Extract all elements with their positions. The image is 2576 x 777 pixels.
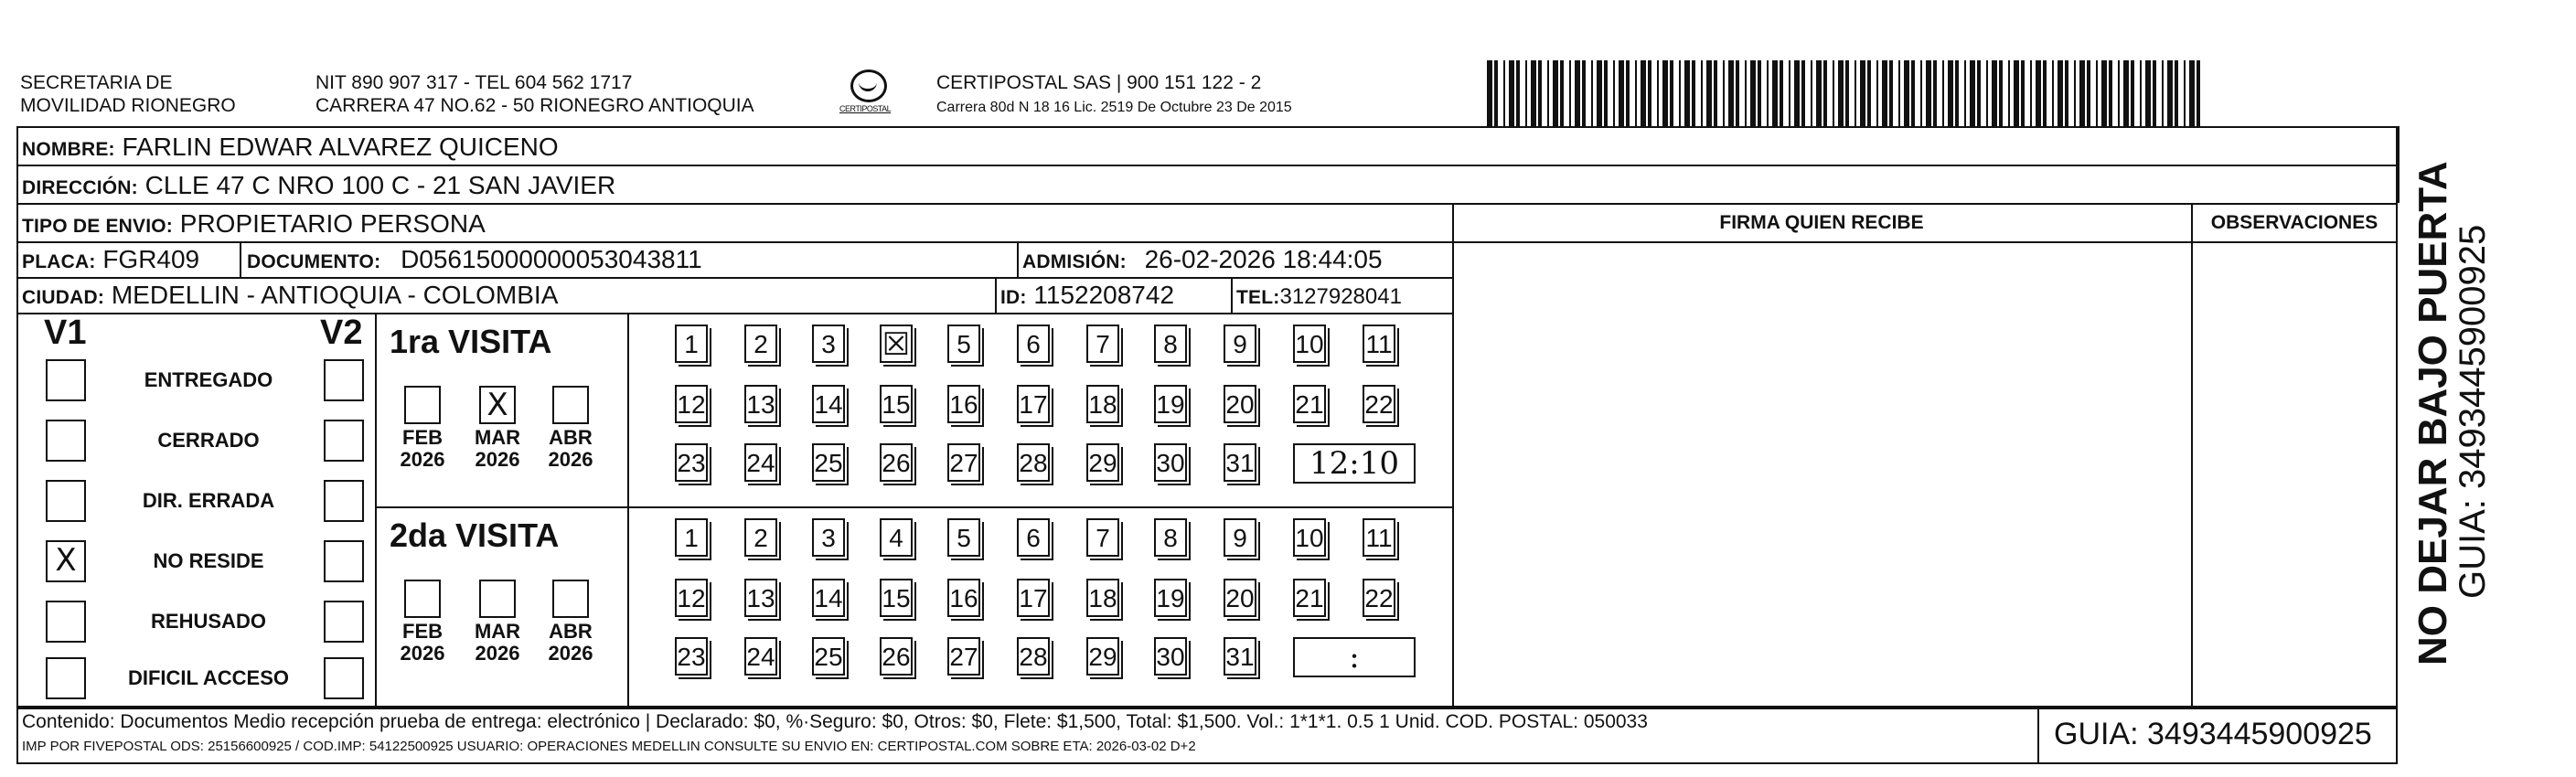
day-box[interactable]: 19: [1154, 385, 1187, 423]
address-line: CARRERA 47 NO.62 - 50 RIONEGRO ANTIOQUIA: [315, 95, 754, 116]
barcode-bar: [1758, 60, 1761, 126]
day-box[interactable]: 15: [880, 385, 913, 423]
day-box[interactable]: 30: [1154, 637, 1187, 676]
barcode-bar: [1970, 60, 1975, 126]
day-box[interactable]: 24: [744, 637, 777, 676]
barcode-bar: [2123, 60, 2129, 126]
barcode-bar: [1728, 60, 1734, 126]
day-box[interactable]: 25: [812, 443, 845, 482]
admission-value: 26-02-2026 18:44:05: [1144, 245, 1383, 273]
barcode-bar: [1780, 60, 1783, 126]
document-value: D05615000000053043811: [401, 245, 702, 273]
visit-title: 2da VISITA: [390, 516, 560, 554]
month-name: FEB: [402, 620, 443, 643]
barcode-bar: [1538, 60, 1542, 126]
barcode-bar: [1516, 60, 1520, 126]
status-v1-checkbox[interactable]: [46, 480, 86, 522]
day-box[interactable]: 11: [1363, 518, 1395, 557]
day-box[interactable]: 28: [1017, 443, 1050, 482]
barcode-bar: [1889, 60, 1893, 126]
barcode-bar: [1684, 60, 1690, 126]
id-label: ID:: [1000, 287, 1027, 308]
name-value: FARLIN EDWAR ALVAREZ QUICENO: [122, 133, 559, 161]
barcode-bar: [1641, 60, 1646, 126]
status-v1-checkbox[interactable]: [46, 601, 86, 643]
plate-label: PLACA:: [22, 251, 96, 272]
v2-header: V2: [320, 314, 363, 352]
visit-time-box[interactable]: :: [1293, 637, 1416, 677]
barcode-bar: [1838, 60, 1844, 126]
plate-value: FGR409: [102, 245, 200, 273]
month-year: 2026: [475, 642, 520, 665]
day-box[interactable]: 13: [744, 385, 777, 423]
day-box[interactable]: 12: [675, 385, 708, 423]
barcode-bar: [1823, 60, 1827, 126]
barcode-bar: [1882, 60, 1887, 126]
shipment-type-value: PROPIETARIO PERSONA: [179, 209, 486, 238]
barcode-bar: [1597, 60, 1602, 126]
barcode-bar: [2162, 60, 2164, 126]
shipment-type-label: TIPO DE ENVIO:: [22, 216, 173, 237]
status-label: REHUSADO: [151, 610, 266, 633]
month-year: 2026: [548, 448, 593, 471]
barcode-bar: [1898, 60, 1900, 126]
day-box[interactable]: 31: [1224, 637, 1256, 676]
day-box[interactable]: 7: [1086, 518, 1119, 557]
day-box[interactable]: 21: [1293, 385, 1326, 423]
day-box[interactable]: 24: [744, 443, 777, 482]
document: [247, 245, 702, 277]
day-box[interactable]: 5: [947, 325, 980, 363]
day-box[interactable]: 8: [1154, 325, 1187, 363]
month-name: MAR: [474, 426, 521, 449]
recipient-name: [22, 133, 559, 165]
status-label: CERRADO: [157, 429, 260, 452]
barcode-bar: [1575, 60, 1580, 126]
issuer-line-1: SECRETARIA DE: [20, 72, 173, 93]
day-box[interactable]: 23: [675, 637, 708, 676]
month-name: MAR: [474, 620, 521, 643]
day-box[interactable]: 28: [1017, 637, 1050, 676]
seal-icon: [850, 69, 887, 102]
barcode-bar: [1569, 60, 1571, 126]
day-box[interactable]: 26: [880, 443, 913, 482]
nit-line: NIT 890 907 317 - TEL 604 562 1717: [315, 72, 633, 93]
issuer-line-2: MOVILIDAD RIONEGRO: [20, 95, 236, 116]
barcode-bar: [2197, 60, 2200, 126]
barcode-bar: [2074, 60, 2076, 126]
barcode-bar: [1816, 60, 1822, 126]
barcode-bar: [2153, 60, 2156, 126]
barcode-bar: [1867, 60, 1871, 126]
barcode-bar: [1772, 60, 1778, 126]
barcode-bar: [1706, 60, 1712, 126]
day-box[interactable]: 19: [1154, 579, 1187, 617]
day-box[interactable]: 17: [1017, 385, 1050, 423]
recipient-tel: [1236, 282, 1402, 313]
barcode-bar: [2043, 60, 2047, 126]
barcode-bar: [2065, 60, 2068, 126]
month-name: ABR: [549, 620, 593, 643]
day-box[interactable]: 31: [1224, 443, 1256, 482]
barcode-bar: [1811, 60, 1812, 126]
name-label: NOMBRE:: [22, 139, 115, 160]
barcode-bar: [2021, 60, 2025, 126]
status-label: DIR. ERRADA: [142, 489, 275, 512]
barcode-bar: [1911, 60, 1915, 126]
shipment-type: [22, 209, 486, 241]
day-box[interactable]: 14: [812, 579, 845, 617]
month-name: ABR: [549, 426, 593, 449]
day-box[interactable]: 9: [1224, 518, 1256, 557]
day-box[interactable]: 6: [1017, 518, 1050, 557]
day-box[interactable]: 3: [812, 325, 845, 363]
barcode-bar: [1692, 60, 1695, 126]
day-box[interactable]: 4: [880, 518, 913, 557]
barcode-bar: [1736, 60, 1739, 126]
city-label: CIUDAD:: [22, 287, 105, 308]
barcode-bar: [2145, 60, 2151, 126]
courier-line-2: Carrera 80d N 18 16 Lic. 2519 De Octubre 23 De 2015: [936, 100, 1292, 115]
day-box[interactable]: 23: [675, 443, 708, 482]
status-v1-checkbox[interactable]: X: [46, 540, 86, 582]
day-box[interactable]: 29: [1086, 637, 1119, 676]
barcode-bar: [1635, 60, 1637, 126]
day-box[interactable]: 27: [947, 637, 980, 676]
month-checkbox[interactable]: X: [479, 386, 516, 424]
day-box[interactable]: 14: [812, 385, 845, 423]
day-box[interactable]: 6: [1017, 325, 1050, 363]
barcode-bar: [1531, 60, 1536, 126]
day-box[interactable]: 26: [880, 637, 913, 676]
barcode-bar: [1509, 60, 1514, 126]
barcode-bar: [2087, 60, 2090, 126]
barcode-bar: [2101, 60, 2107, 126]
barcode-bar: [2058, 60, 2063, 126]
barcode-bar: [1920, 60, 1922, 126]
barcode-bar: [1767, 60, 1769, 126]
status-v2-checkbox[interactable]: [324, 657, 364, 699]
barcode-bar: [1964, 60, 1966, 126]
day-box[interactable]: 30: [1154, 443, 1187, 482]
day-box[interactable]: 10: [1293, 325, 1326, 363]
day-box[interactable]: 22: [1363, 385, 1395, 423]
day-box[interactable]: 18: [1086, 385, 1119, 423]
barcode: [1487, 60, 2218, 126]
barcode-bar: [1942, 60, 1944, 126]
recipient-address: [22, 171, 615, 203]
barcode-bar: [1591, 60, 1593, 126]
status-label: NO RESIDE: [153, 549, 264, 572]
courier-logo: [838, 69, 902, 121]
day-box[interactable]: 20: [1224, 579, 1256, 617]
month-year: 2026: [400, 642, 445, 665]
barcode-bar: [1948, 60, 1953, 126]
barcode-bar: [1833, 60, 1834, 126]
barcode-bar: [1582, 60, 1586, 126]
admission: [1022, 245, 1383, 277]
address-label: DIRECCIÓN:: [22, 177, 138, 198]
side-guia: GUIA: 3493445900925: [2453, 224, 2493, 599]
barcode-bar: [1701, 60, 1703, 126]
month-name: FEB: [402, 426, 443, 449]
side-warning: NO DEJAR BAJO PUERTA: [2410, 161, 2455, 665]
barcode-bar: [1626, 60, 1630, 126]
barcode-bar: [2052, 60, 2054, 126]
barcode-bar: [1547, 60, 1549, 126]
day-box[interactable]: 1: [675, 325, 708, 363]
barcode-bar: [1860, 60, 1865, 126]
status-v1-checkbox[interactable]: [46, 420, 86, 462]
status-v1-checkbox[interactable]: [46, 359, 86, 401]
barcode-bar: [1604, 60, 1608, 126]
city-value: MEDELLIN - ANTIOQUIA - COLOMBIA: [111, 281, 559, 309]
day-box[interactable]: 16: [947, 579, 980, 617]
month-year: 2026: [475, 448, 520, 471]
tel-value: 3127928041: [1279, 284, 1402, 309]
tel-label: TEL:: [1236, 287, 1280, 308]
status-v2-checkbox[interactable]: [324, 359, 364, 401]
document-label: DOCUMENTO:: [247, 251, 381, 272]
status-v2-checkbox[interactable]: [324, 480, 364, 522]
day-box[interactable]: 20: [1224, 385, 1256, 423]
barcode-bar: [1679, 60, 1681, 126]
day-box[interactable]: 27: [947, 443, 980, 482]
day-box[interactable]: 22: [1363, 579, 1395, 617]
day-box[interactable]: 9: [1224, 325, 1256, 363]
day-box[interactable]: 2: [744, 325, 777, 363]
contents-line: Contenido: Documentos Medio recepción prueba de entrega: electrónico | Declarado: $0, %·Seguro: $0, Otros: $0, Flete: $1,500, Total: $1,500. Vol.: 1*1*1. 0.5 1 Unid. COD. POSTAL: 050033: [22, 711, 1648, 732]
barcode-bar: [1845, 60, 1849, 126]
month-year: 2026: [400, 448, 445, 471]
barcode-bar: [1801, 60, 1805, 126]
barcode-bar: [1714, 60, 1717, 126]
status-label: DIFICIL ACCESO: [127, 666, 289, 689]
barcode-bar: [2079, 60, 2085, 126]
logo-text: CERTIPOSTAL: [839, 104, 892, 113]
day-box[interactable]: 11: [1363, 325, 1395, 363]
barcode-bar: [1999, 60, 2003, 126]
plate: [22, 245, 199, 277]
barcode-bar: [1750, 60, 1756, 126]
barcode-bar: [1648, 60, 1651, 126]
day-box[interactable]: 3: [812, 518, 845, 557]
issuer-contact: [315, 71, 754, 117]
barcode-bar: [1876, 60, 1878, 126]
admission-label: ADMISIÓN:: [1022, 251, 1127, 272]
barcode-bar: [2131, 60, 2134, 126]
barcode-bar: [1926, 60, 1931, 126]
day-box[interactable]: 13: [744, 579, 777, 617]
barcode-bar: [1613, 60, 1615, 126]
status-v2-checkbox[interactable]: [324, 601, 364, 643]
id-value: 1152208742: [1033, 281, 1175, 309]
month-checkbox[interactable]: [552, 386, 589, 424]
barcode-bar: [1560, 60, 1564, 126]
address-value: CLLE 47 C NRO 100 C - 21 SAN JAVIER: [144, 171, 616, 199]
barcode-bar: [1933, 60, 1937, 126]
month-checkbox[interactable]: [404, 386, 441, 424]
barcode-bar: [1745, 60, 1747, 126]
guia-number: GUIA: 3493445900925: [2054, 717, 2372, 751]
day-box[interactable]: 17: [1017, 579, 1050, 617]
issuer-name: [20, 71, 236, 117]
barcode-bar: [2189, 60, 2195, 126]
barcode-bar: [2030, 60, 2032, 126]
barcode-bar: [1977, 60, 1981, 126]
barcode-bar: [1670, 60, 1673, 126]
day-box[interactable]: 15: [880, 579, 913, 617]
barcode-bar: [2008, 60, 2010, 126]
courier-line-1: CERTIPOSTAL SAS | 900 151 122 - 2: [936, 72, 1262, 93]
barcode-bar: [1723, 60, 1725, 126]
day-box[interactable]: 1: [675, 518, 708, 557]
day-box[interactable]: 10: [1293, 518, 1326, 557]
barcode-bar: [2014, 60, 2019, 126]
day-box[interactable]: 16: [947, 385, 980, 423]
barcode-bar: [2118, 60, 2120, 126]
barcode-bar: [1992, 60, 1997, 126]
barcode-bar: [1503, 60, 1505, 126]
day-box[interactable]: 7: [1086, 325, 1119, 363]
barcode-bar: [2109, 60, 2112, 126]
barcode-bar: [1657, 60, 1659, 126]
signature-column-header: FIRMA QUIEN RECIBE: [1719, 212, 1924, 233]
day-box[interactable]: 29: [1086, 443, 1119, 482]
barcode-bar: [1619, 60, 1624, 126]
barcode-bar: [1487, 60, 1492, 126]
print-info-line: IMP POR FIVEPOSTAL ODS: 25156600925 / COD.IMP: 54122500925 USUARIO: OPERACIONES MEDELLIN CONSULTE SU ENVIO EN: CERTIPOSTAL.COM SOBRE ETA: 2026-03-02 D+2: [22, 739, 1196, 754]
visit-title: 1ra VISITA: [390, 323, 552, 360]
day-box[interactable]: 12: [675, 579, 708, 617]
barcode-bar: [2140, 60, 2142, 126]
barcode-bar: [1525, 60, 1527, 126]
city: [22, 281, 558, 313]
month-checkbox[interactable]: [479, 580, 516, 618]
status-v2-checkbox[interactable]: [324, 420, 364, 462]
day-box[interactable]: 5: [947, 518, 980, 557]
day-box[interactable]: 21: [1293, 579, 1326, 617]
month-year: 2026: [548, 642, 593, 665]
month-checkbox[interactable]: [552, 580, 589, 618]
barcode-bar: [2036, 60, 2041, 126]
barcode-bar: [2184, 60, 2186, 126]
observations-column-header: OBSERVACIONES: [2210, 212, 2378, 233]
barcode-bar: [2096, 60, 2098, 126]
recipient-id: [1000, 281, 1174, 313]
day-box[interactable]: 8: [1154, 518, 1187, 557]
barcode-bar: [1904, 60, 1909, 126]
day-box[interactable]: ☒: [880, 325, 913, 363]
day-box[interactable]: 25: [812, 637, 845, 676]
barcode-bar: [1553, 60, 1558, 126]
visit-time-box[interactable]: 12:10: [1293, 443, 1416, 484]
barcode-bar: [2175, 60, 2178, 126]
status-v1-checkbox[interactable]: [46, 657, 86, 699]
barcode-bar: [1855, 60, 1856, 126]
status-v2-checkbox[interactable]: [324, 540, 364, 582]
v1-header: V1: [44, 314, 87, 352]
status-label: ENTREGADO: [144, 368, 273, 391]
month-checkbox[interactable]: [404, 580, 441, 618]
barcode-bar: [1789, 60, 1790, 126]
day-box[interactable]: 18: [1086, 579, 1119, 617]
courier-info: [936, 71, 1292, 119]
day-box[interactable]: 2: [744, 518, 777, 557]
barcode-bar: [1494, 60, 1498, 126]
barcode-bar: [1986, 60, 1988, 126]
barcode-bar: [1794, 60, 1800, 126]
barcode-bar: [1662, 60, 1668, 126]
barcode-bar: [1955, 60, 1959, 126]
barcode-bar: [2167, 60, 2173, 126]
